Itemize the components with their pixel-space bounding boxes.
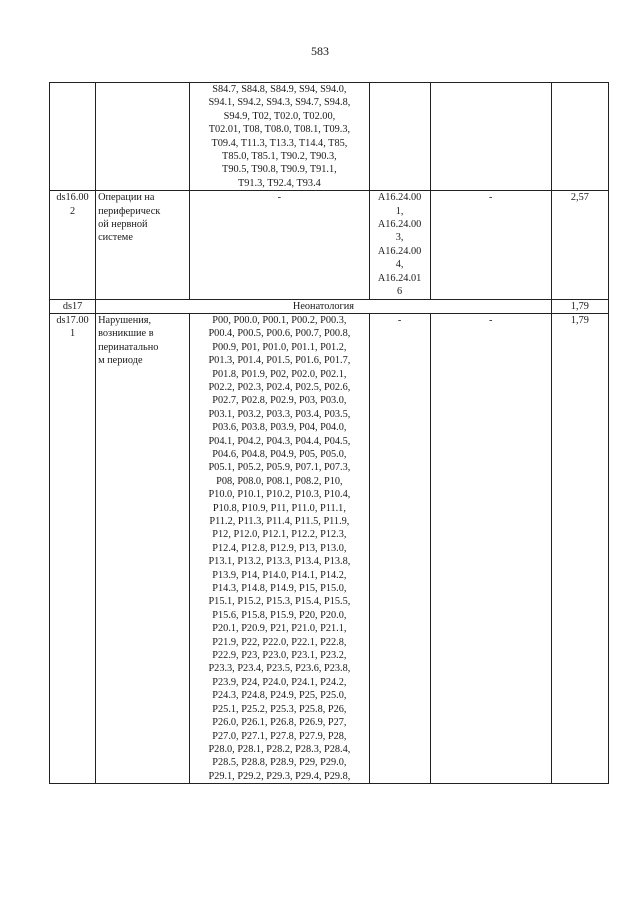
service-codes-cell-line: A16.24.00 <box>377 192 422 204</box>
service-codes-cell-line: 4, <box>395 259 404 271</box>
service-codes-cell-line: A16.24.00 <box>377 219 422 231</box>
diagnosis-codes-cell-line: P29.1, P29.2, P29.3, P29.4, P29.8, <box>208 770 351 782</box>
diagnosis-codes-cell-line: T02.01, T08, T08.0, T08.1, T09.3, <box>208 124 351 136</box>
diagnosis-codes-cell-line: P10.0, P10.1, P10.2, P10.3, P10.4, <box>208 489 351 501</box>
diagnosis-codes-cell-line: P22.9, P23, P23.0, P23.1, P23.2, <box>212 650 347 662</box>
table-row <box>50 191 609 299</box>
coefficient-cell: 2,57 <box>551 191 608 299</box>
coefficient-cell: 1,79 <box>551 299 608 313</box>
diagnosis-codes-cell-line: P12.4, P12.8, P12.9, P13, P13.0, <box>212 542 347 554</box>
age-criteria-cell: - <box>430 313 551 783</box>
service-codes-cell-line: - <box>397 314 402 326</box>
diagnosis-codes-cell-line: T09.4, T11.3, T13.3, T14.4, T85, <box>211 137 348 149</box>
group-code-cell <box>50 191 96 299</box>
service-codes-cell-line: 1, <box>395 205 404 217</box>
diagnosis-codes-cell-line: P04.6, P04.8, P04.9, P05, P05.0, <box>212 448 347 460</box>
diagnosis-codes-cell-line: P28.0, P28.1, P28.2, P28.3, P28.4, <box>208 743 351 755</box>
group-code-cell <box>50 83 96 191</box>
diagnosis-codes-cell-line: P08, P08.0, P08.1, P08.2, P10, <box>216 475 343 487</box>
group-name-cell <box>96 313 190 783</box>
diagnosis-codes-cell-line: T85.0, T85.1, T90.2, T90.3, <box>222 151 337 163</box>
group-name-cell-line: Операции на <box>98 192 155 204</box>
group-name-cell <box>96 83 190 191</box>
diagnosis-codes-cell <box>190 191 369 299</box>
diagnosis-codes-cell-line: P23.9, P24, P24.0, P24.1, P24.2, <box>212 676 347 688</box>
service-codes-cell <box>369 191 430 299</box>
diagnosis-codes-cell-line: P04.1, P04.2, P04.3, P04.4, P04.5, <box>208 435 351 447</box>
group-name-cell-line: Нарушения, <box>98 314 152 326</box>
diagnosis-codes-cell-line: P14.3, P14.8, P14.9, P15, P15.0, <box>212 583 347 595</box>
table-row <box>50 83 609 191</box>
diagnosis-codes-cell-line: P21.9, P22, P22.0, P22.1, P22.8, <box>212 636 347 648</box>
diagnosis-codes-cell-line: P13.9, P14, P14.0, P14.1, P14.2, <box>212 569 347 581</box>
service-codes-cell-line: 3, <box>395 232 404 244</box>
diagnosis-codes-cell-line: P11.2, P11.3, P11.4, P11.5, P11.9, <box>209 516 350 527</box>
age-criteria-cell <box>430 83 551 191</box>
group-name-cell <box>96 191 190 299</box>
diagnosis-codes-cell-line: P15.1, P15.2, P15.3, P15.4, P15.5, <box>208 596 351 608</box>
diagnosis-codes-cell-line: - <box>277 192 282 204</box>
diagnosis-codes-cell-line: T91.3, T92.4, T93.4 <box>237 177 321 189</box>
diagnosis-codes-cell-line: S94.1, S94.2, S94.3, S94.7, S94.8, <box>208 97 351 109</box>
service-codes-cell-line: A16.24.01 <box>377 272 422 284</box>
page-number: 583 <box>311 44 329 58</box>
diagnosis-codes-cell-line: P12, P12.0, P12.1, P12.2, P12.3, <box>212 529 347 541</box>
diagnosis-codes-cell-line: T90.5, T90.8, T90.9, T91.1, <box>222 164 337 176</box>
diagnosis-codes-cell-line: P10.8, P10.9, P11, P11.0, P11.1, <box>212 502 346 514</box>
diagnosis-codes-cell-line: P20.1, P20.9, P21, P21.0, P21.1, <box>212 623 347 635</box>
diagnosis-codes-cell-line: P26.0, P26.1, P26.8, P26.9, P27, <box>212 717 347 729</box>
diagnosis-codes-cell-line: P00, P00.0, P00.1, P00.2, P00.3, <box>212 314 347 326</box>
diagnosis-codes-cell-line: P03.1, P03.2, P03.3, P03.4, P03.5, <box>208 408 351 420</box>
group-code-cell-line: 2 <box>69 205 76 217</box>
diagnosis-codes-cell-line: P01.3, P01.4, P01.5, P01.6, P01.7, <box>208 355 351 367</box>
diagnosis-codes-cell-line: P02.7, P02.8, P02.9, P03, P03.0, <box>212 395 347 407</box>
diagnosis-codes-cell-line: P28.5, P28.8, P28.9, P29, P29.0, <box>212 757 347 769</box>
group-name-cell-line: системе <box>98 232 133 244</box>
group-name-cell-line: периферическ <box>98 205 161 217</box>
diagnosis-codes-cell <box>190 83 369 191</box>
diagnosis-codes-cell-line: P03.6, P03.8, P03.9, P04, P04.0, <box>212 422 347 434</box>
section-title: Неонатология <box>96 299 552 313</box>
group-code-cell-line: 1 <box>69 328 76 340</box>
diagnosis-codes-cell-line: P00.4, P00.5, P00.6, P00.7, P00.8, <box>208 328 351 340</box>
diagnosis-codes-cell-line: P00.9, P01, P01.0, P01.1, P01.2, <box>212 341 347 353</box>
diagnosis-codes-cell-line: P02.2, P02.3, P02.4, P02.5, P02.6, <box>208 381 351 393</box>
service-codes-cell <box>369 313 430 783</box>
group-name-cell-line: возникшие в <box>98 328 154 340</box>
group-name-cell-line: перинатально <box>98 341 159 353</box>
table-row <box>50 313 609 783</box>
group-name-cell-line: м периоде <box>98 355 143 367</box>
section-row <box>50 299 609 313</box>
diagnosis-codes-cell-line: P15.6, P15.8, P15.9, P20, P20.0, <box>212 609 347 621</box>
group-code-cell-line: ds16.00 <box>56 192 89 204</box>
diagnosis-codes-cell <box>190 313 369 783</box>
coefficient-cell <box>551 83 608 191</box>
diagnosis-codes-cell-line: P05.1, P05.2, P05.9, P07.1, P07.3, <box>208 462 351 474</box>
age-criteria-cell: - <box>430 191 551 299</box>
service-codes-cell <box>369 83 430 191</box>
coefficient-cell: 1,79 <box>551 313 608 783</box>
diagnosis-codes-cell-line: P13.1, P13.2, P13.3, P13.4, P13.8, <box>208 556 351 568</box>
diagnosis-codes-cell-line: P01.8, P01.9, P02, P02.0, P02.1, <box>212 368 347 380</box>
diagnosis-codes-cell-line: S94.9, T02, T02.0, T02.00, <box>223 110 336 122</box>
group-code-cell: ds17 <box>50 299 96 313</box>
group-code-cell-line: ds17.00 <box>56 314 89 326</box>
service-codes-cell-line: 6 <box>397 286 403 298</box>
diagnosis-codes-cell-line: S84.7, S84.8, S84.9, S94, S94.0, <box>212 84 347 95</box>
group-code-cell <box>50 313 96 783</box>
service-codes-cell-line: A16.24.00 <box>377 245 422 257</box>
diagnosis-codes-cell-line: P25.1, P25.2, P25.3, P25.8, P26, <box>212 703 347 715</box>
diagnosis-codes-cell-line: P27.0, P27.1, P27.8, P27.9, P28, <box>212 730 347 742</box>
group-name-cell-line: ой нервной <box>98 219 148 231</box>
diagnosis-codes-cell-line: P23.3, P23.4, P23.5, P23.6, P23.8, <box>208 663 351 675</box>
diagnosis-codes-cell-line: P24.3, P24.8, P24.9, P25, P25.0, <box>212 690 347 702</box>
tariff-table <box>49 82 609 784</box>
